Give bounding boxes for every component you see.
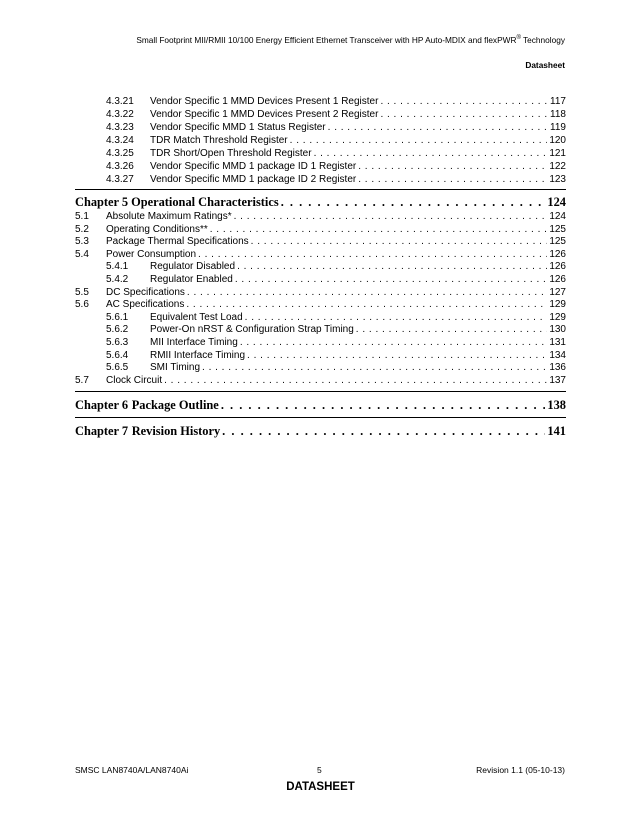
toc-leader-dots: [221, 398, 546, 413]
toc-entry-page: 126: [549, 274, 566, 285]
toc-entry-title: Equivalent Test Load: [150, 311, 243, 323]
toc-entry-page: 126: [549, 261, 566, 273]
toc-entry[interactable]: [106, 108, 566, 121]
footer-page-number: 5: [317, 765, 322, 775]
toc-entry-number: 5.6.1: [106, 311, 129, 323]
toc-entry-page: 130: [549, 324, 566, 336]
toc-entry-title: AC Specifications: [106, 299, 185, 311]
chapter-label: Chapter 5: [75, 195, 129, 209]
toc-leader-dots: [356, 323, 548, 336]
toc-leader-dots: [164, 374, 547, 387]
toc-entry-number: 5.6.2: [106, 324, 129, 336]
toc-leader-dots: [328, 121, 548, 134]
toc-leader-dots: [281, 195, 546, 210]
toc-entry-number: 4.3.22: [106, 109, 134, 120]
toc-entry[interactable]: [75, 286, 566, 299]
page-header-subtitle: Datasheet: [525, 60, 565, 70]
toc-entry-number: 5.2: [75, 223, 89, 235]
chapter-title: Operational Characteristics: [131, 195, 279, 209]
toc-entry-page: 127: [549, 286, 566, 298]
toc-entry-title: Regulator Disabled: [150, 261, 236, 273]
toc-entry-number: 4.3.24: [106, 135, 134, 146]
toc-leader-dots: [358, 173, 547, 186]
toc-entry-number: 5.4.1: [106, 261, 129, 273]
toc-leader-dots: [380, 95, 548, 108]
toc-entry-number: 4.3.23: [106, 122, 134, 133]
footer-datasheet-label: DATASHEET: [286, 781, 355, 793]
toc-entry[interactable]: [106, 147, 566, 160]
chapter-title: Revision History: [131, 424, 221, 438]
toc-entry-page: 122: [549, 161, 566, 172]
toc-leader-dots: [235, 273, 547, 286]
footer-revision: Revision 1.1 (05-10-13): [476, 765, 565, 775]
toc-entry-title: MII Interface Timing: [150, 337, 238, 348]
toc-leader-dots: [187, 286, 547, 299]
toc-entry[interactable]: [106, 160, 566, 173]
registered-mark: ®: [516, 35, 521, 42]
toc-entry[interactable]: [106, 273, 566, 286]
toc-entry-number: 5.5: [75, 286, 89, 298]
toc-entry-number: 5.6.4: [106, 349, 129, 361]
toc-entry-title: Vendor Specific MMD 1 Status Register: [150, 122, 326, 133]
toc-leader-dots: [234, 210, 548, 223]
toc-entry-title: RMII Interface Timing: [150, 349, 246, 361]
toc-leader-dots: [380, 108, 548, 121]
toc-entry-number: 5.6: [75, 299, 89, 311]
toc-entry-title: Vendor Specific MMD 1 package ID 2 Register: [150, 174, 357, 185]
toc-entry[interactable]: [106, 95, 566, 108]
toc-entry[interactable]: [106, 323, 566, 336]
toc-leader-dots: [247, 349, 547, 362]
toc-entry-number: 5.7: [75, 374, 89, 386]
chapter-title: Package Outline: [131, 398, 219, 412]
toc-entry-page: 123: [549, 174, 566, 185]
toc-entry-title: Regulator Enabled: [150, 274, 233, 285]
toc-leader-dots: [245, 311, 548, 324]
toc-entry-number: 5.3: [75, 236, 89, 248]
chapter-divider: [75, 391, 566, 392]
toc-entry-page: 121: [549, 148, 566, 159]
toc-leader-dots: [202, 361, 547, 374]
toc-entry-page: 119: [550, 122, 566, 133]
toc-leader-dots: [186, 298, 547, 311]
chapter-page: 141: [547, 424, 566, 438]
toc-chapter-6[interactable]: [75, 398, 566, 415]
toc-entry[interactable]: [106, 349, 566, 362]
toc-entry-page: 125: [549, 236, 566, 248]
toc-leader-dots: [358, 160, 547, 173]
toc-entry-page: 117: [550, 96, 566, 107]
toc-entry-number: 4.3.26: [106, 161, 134, 172]
toc-entry-page: 125: [549, 223, 566, 235]
toc-entry[interactable]: [75, 235, 566, 248]
toc-entry-page: 120: [549, 135, 566, 146]
toc-entry-number: 4.3.25: [106, 148, 134, 159]
toc-entry-page: 126: [549, 248, 566, 260]
toc-entry-page: 118: [550, 109, 566, 120]
toc-leader-dots: [290, 134, 548, 147]
toc-entry-title: SMI Timing: [150, 362, 201, 374]
chapter-label: Chapter 7: [75, 424, 129, 438]
toc-entry-number: 5.6.5: [106, 362, 129, 374]
toc-entry-title: Package Thermal Specifications: [106, 236, 249, 248]
toc-leader-dots: [251, 235, 548, 248]
toc-leader-dots: [240, 336, 548, 349]
toc-entry[interactable]: [106, 361, 566, 374]
toc-entry-number: 5.4: [75, 248, 89, 260]
toc-leader-dots: [237, 260, 547, 273]
toc-entry-page: 131: [549, 337, 566, 348]
toc-entry-title: Vendor Specific 1 MMD Devices Present 2 Register: [150, 109, 379, 120]
toc-entry-title: Power Consumption: [106, 248, 197, 260]
toc-entry[interactable]: [75, 223, 566, 236]
header-title-text: Small Footprint MII/RMII 10/100 Energy Efficient Ethernet Transceiver with HP Auto-MDIX and flexPWR: [136, 35, 517, 45]
toc-entry-title: Vendor Specific MMD 1 package ID 1 Register: [150, 161, 357, 172]
header-title-suffix: Technology: [520, 35, 565, 45]
toc-entry-page: 124: [549, 211, 566, 222]
toc-entry[interactable]: [106, 260, 566, 273]
chapter-divider: [75, 189, 566, 190]
toc-entry-number: 5.4.2: [106, 274, 129, 285]
toc-entry-number: 4.3.21: [106, 96, 134, 107]
toc-entry-number: 5.6.3: [106, 337, 129, 348]
toc-entry[interactable]: [75, 210, 566, 223]
toc-entry[interactable]: [75, 374, 566, 387]
page-header-title: [136, 35, 565, 45]
toc-entry-title: Clock Circuit: [106, 374, 163, 386]
toc-entry[interactable]: [106, 121, 566, 134]
toc-entry[interactable]: [75, 248, 566, 261]
chapter-label: Chapter 6: [75, 398, 129, 412]
toc-entry-title: Absolute Maximum Ratings*: [106, 211, 232, 222]
toc-entry-title: Operating Conditions**: [106, 223, 208, 235]
toc-leader-dots: [210, 223, 548, 236]
toc-entry-number: 4.3.27: [106, 174, 134, 185]
toc-leader-dots: [314, 147, 548, 160]
toc-leader-dots: [198, 248, 547, 261]
toc-entry-title: TDR Short/Open Threshold Register: [150, 148, 312, 159]
toc-entry[interactable]: [106, 336, 566, 349]
toc-entry-title: Power-On nRST & Configuration Strap Timing: [150, 324, 354, 336]
chapter-page: 138: [547, 398, 566, 412]
toc-entry[interactable]: [75, 298, 566, 311]
toc-entry-title: Vendor Specific 1 MMD Devices Present 1 Register: [150, 96, 379, 107]
toc-entry-number: 5.1: [75, 211, 89, 222]
toc-entry-page: 137: [549, 374, 566, 386]
chapter-page: 124: [547, 195, 566, 209]
toc-leader-dots: [222, 424, 545, 439]
toc-entry-title: TDR Match Threshold Register: [150, 135, 288, 146]
toc-entry[interactable]: [106, 134, 566, 147]
toc-entry[interactable]: [106, 311, 566, 324]
chapter-divider: [75, 417, 566, 418]
toc-entry[interactable]: [106, 173, 566, 186]
toc-entry-page: 136: [549, 362, 566, 374]
toc-entry-title: DC Specifications: [106, 286, 185, 298]
toc-entry-page: 134: [549, 349, 566, 361]
footer-product: SMSC LAN8740A/LAN8740Ai: [75, 765, 189, 775]
toc-entry-page: 129: [549, 299, 566, 311]
toc-entry-page: 129: [549, 311, 566, 323]
toc-chapter-7[interactable]: [75, 424, 566, 441]
